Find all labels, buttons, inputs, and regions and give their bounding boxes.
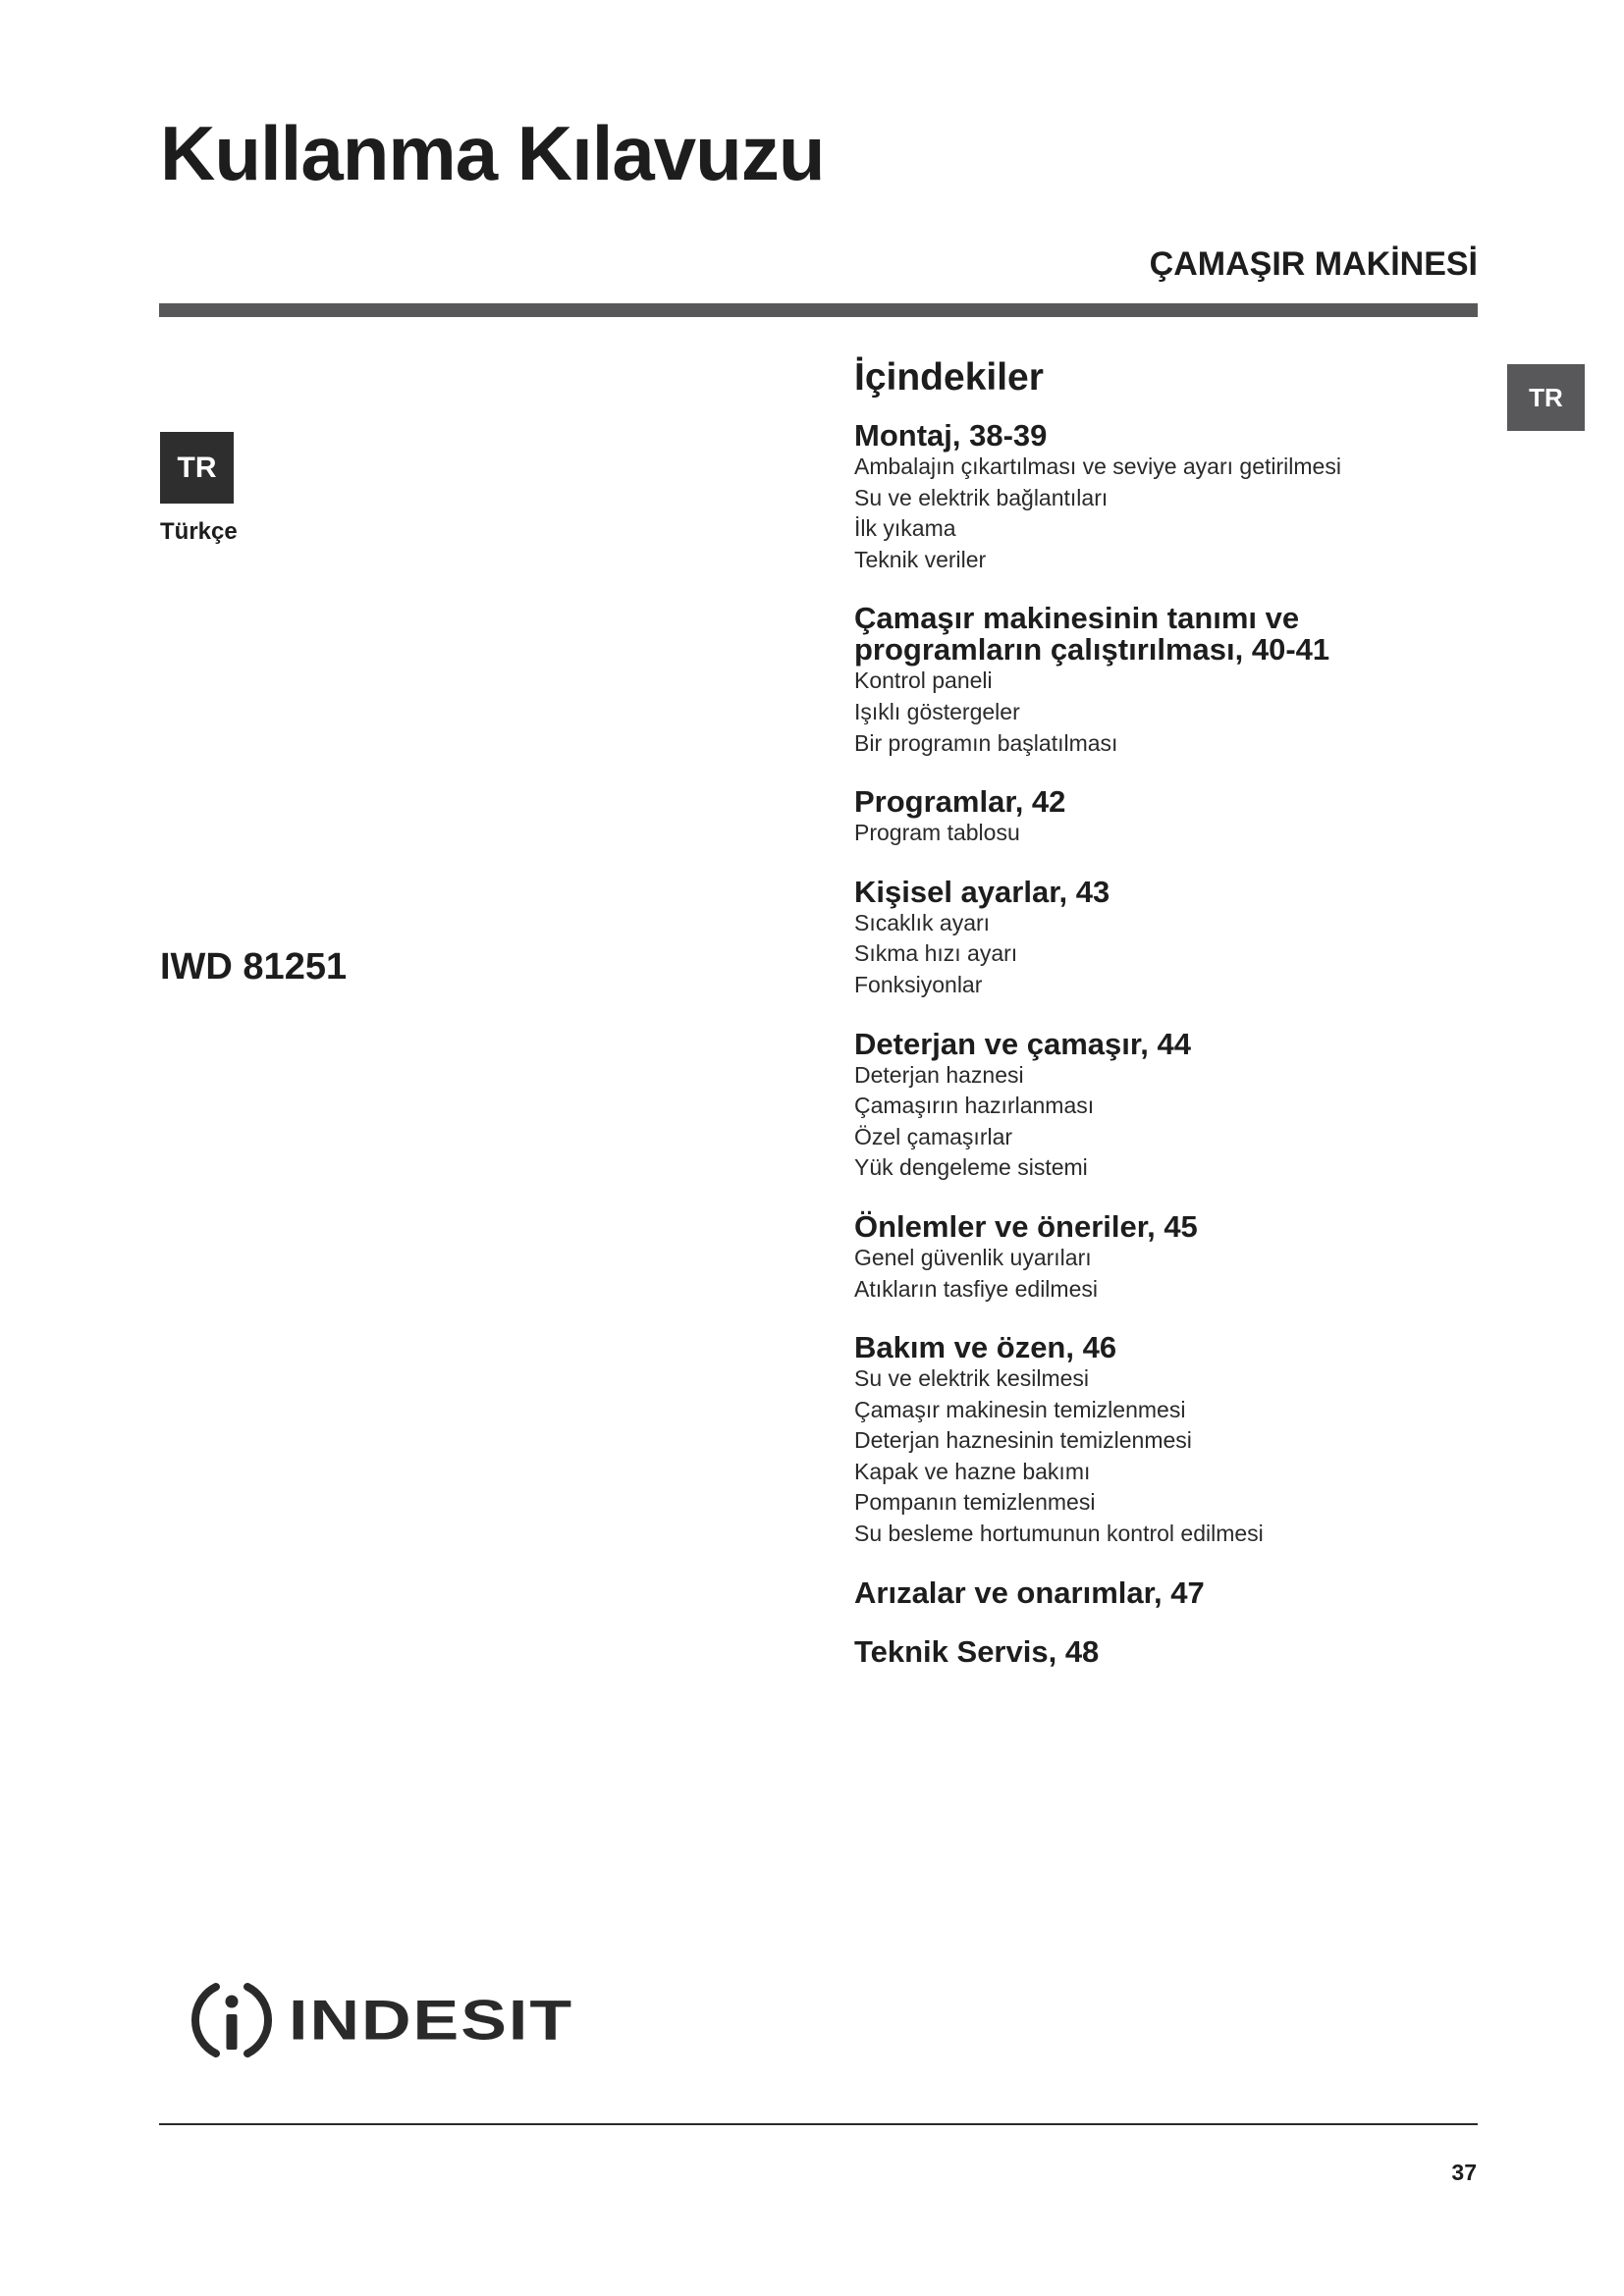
toc-item: Su besleme hortumunun kontrol edilmesi [854,1521,1264,1547]
footer-rule [159,2123,1478,2125]
toc-section [854,1633,1483,1669]
toc-item: İlk yıkama [854,515,956,542]
toc-sections [854,420,1483,1668]
toc-section [854,420,1483,575]
toc-item: Çamaşır makinesin temizlenmesi [854,1396,1186,1422]
language-side-tab: TR [1507,364,1585,431]
toc-section-heading: Teknik Servis, 48 [854,1633,1100,1669]
toc-item-list [854,1060,1483,1184]
toc-section-heading: Deterjan ve çamaşır, 44 [854,1026,1191,1061]
toc-item: Teknik veriler [854,546,987,572]
toc-item-list [854,908,1483,1001]
language-name: Türkçe [160,518,238,545]
toc-item: Su ve elektrik kesilmesi [854,1365,1090,1392]
toc-item: Atıkların tasfiye edilmesi [854,1275,1098,1302]
table-of-contents [854,355,1483,1695]
toc-item: Sıkma hızı ayarı [854,940,1018,967]
toc-item: Genel güvenlik uyarıları [854,1244,1092,1270]
toc-section [854,1332,1483,1550]
toc-item: Kontrol paneli [854,667,993,694]
toc-item: Deterjan haznesi [854,1061,1024,1088]
toc-item: Özel çamaşırlar [854,1123,1013,1149]
toc-item: Ambalajın çıkartılması ve seviye ayarı getirilmesi [854,454,1341,479]
toc-section-heading: Kişisel ayarlar, 43 [854,874,1110,909]
page-number: 37 [1451,2160,1477,2185]
toc-item: Yük dengeleme sistemi [854,1154,1088,1181]
toc-section [854,1208,1483,1305]
toc-item: Bir programın başlatılması [854,729,1118,756]
toc-section-heading: Programlar, 42 [854,784,1066,820]
header-rule [159,303,1478,317]
toc-item: Işıklı göstergeler [854,698,1020,724]
brand-wordmark: INDESIT [289,1989,574,2052]
language-code-badge: TR [160,432,234,504]
toc-title: İçindekiler [854,356,1044,399]
toc-item: Pompanın temizlenmesi [854,1489,1096,1516]
toc-item-list [854,452,1483,575]
toc-section [854,786,1483,849]
toc-section-heading: Arızalar ve onarımlar, 47 [854,1575,1205,1610]
toc-section-heading: Çamaşır makinesinin tanımı ve programların çalıştırılması, 40-41 [854,601,1330,667]
indesit-logo-icon [187,1975,277,2065]
indesit-logo [187,1975,573,2065]
toc-section [854,874,1483,1001]
toc-item: Su ve elektrik bağlantıları [854,484,1109,510]
toc-section-heading: Bakım ve özen, 46 [854,1330,1117,1365]
toc-section [854,1026,1483,1184]
toc-item: Fonksiyonlar [854,971,983,997]
toc-item: Deterjan haznesinin temizlenmesi [854,1427,1192,1454]
toc-item-list [854,666,1483,759]
toc-item: Kapak ve hazne bakımı [854,1458,1091,1484]
toc-section [854,1577,1483,1609]
toc-section-heading: Önlemler ve öneriler, 45 [854,1208,1198,1244]
model-number: IWD 81251 [160,946,348,988]
toc-item-list [854,1243,1483,1305]
product-type: ÇAMAŞIR MAKİNESİ [1149,245,1478,283]
toc-item: Sıcaklık ayarı [854,909,991,935]
toc-item: Program tablosu [854,820,1020,846]
manual-title: Kullanma Kılavuzu [160,110,825,196]
toc-section-heading: Montaj, 38-39 [854,418,1048,453]
toc-item-list [854,1363,1483,1550]
toc-item: Çamaşırın hazırlanması [854,1093,1095,1119]
toc-item-list [854,818,1483,849]
toc-section [854,603,1483,759]
